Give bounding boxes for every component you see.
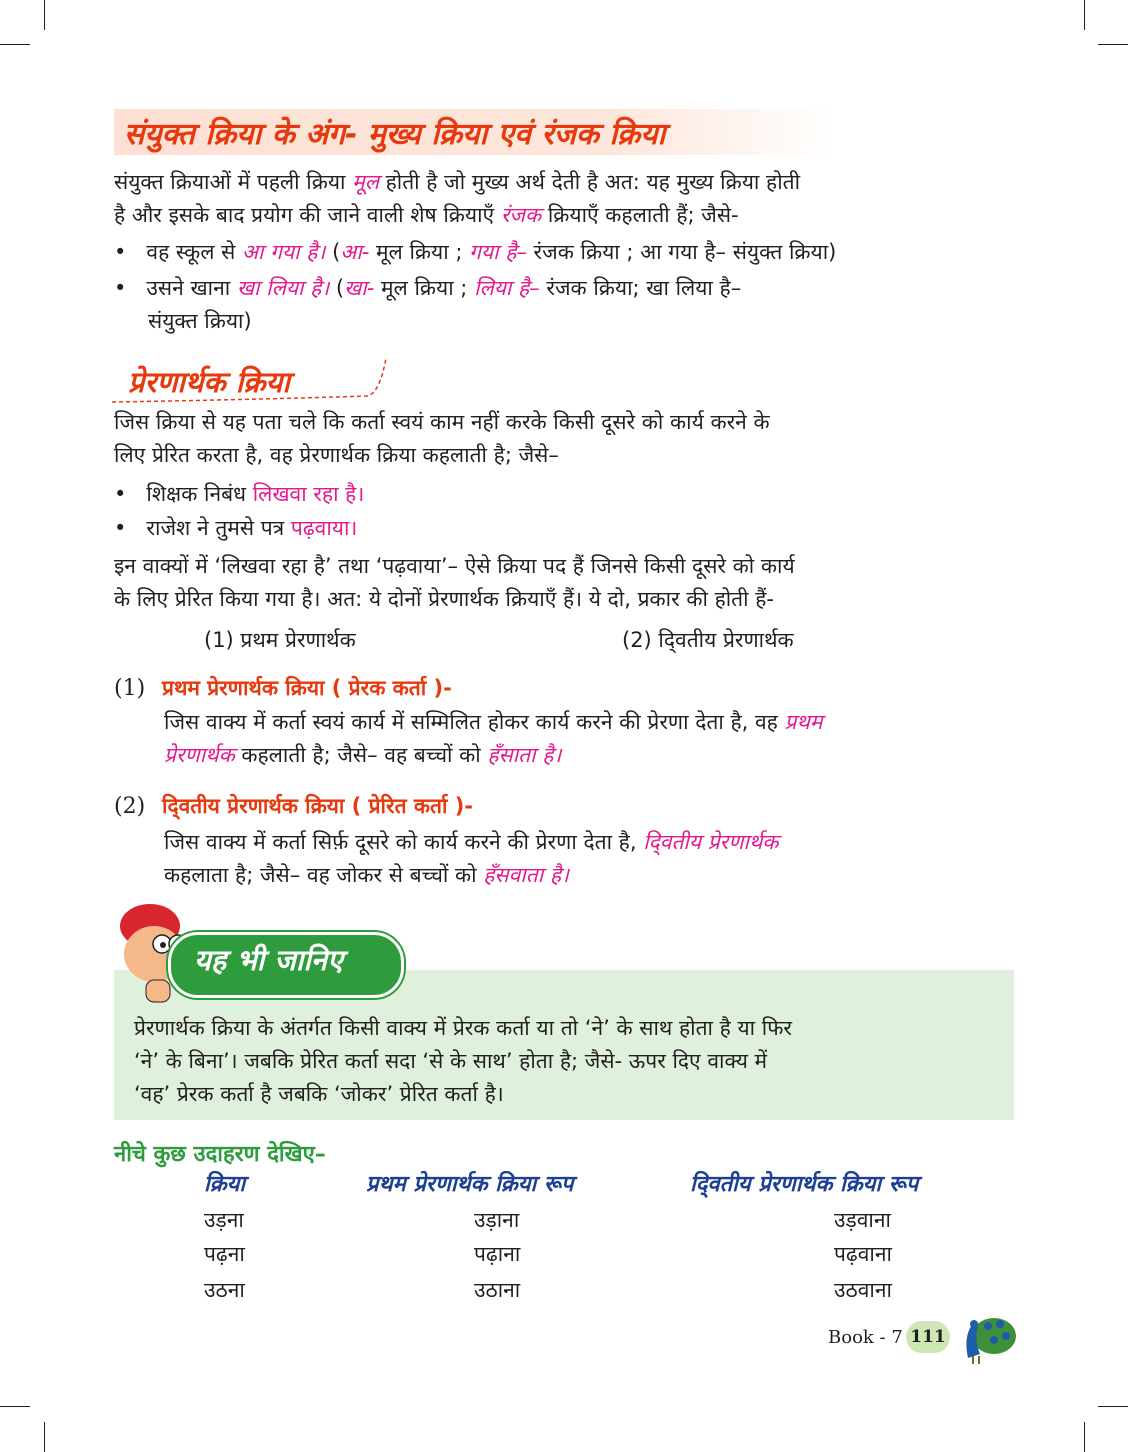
table-header: क्रिया bbox=[204, 1172, 246, 1197]
paragraph: इन वाक्यों में ‘लिखवा रहा है’ तथा ‘पढ़वाया’– ऐसे क्रिया पद हैं जिनसे किसी दूसरे को कार्य के लिए प्रेरित किया गया है। अत: ये दोनों प्रेरणार्थक क्रियाएँ हैं। ये दो, प्रकार की होती हैं- bbox=[114, 554, 795, 611]
examples-label: नीचे कुछ उदाहरण देखिए– bbox=[114, 1142, 326, 1167]
crop-mark bbox=[1084, 1422, 1085, 1452]
crop-mark bbox=[1084, 0, 1085, 30]
page-number: 111 bbox=[906, 1321, 950, 1353]
crop-mark bbox=[1098, 1406, 1128, 1407]
crop-mark bbox=[0, 44, 30, 45]
table-cell: उड़ाना bbox=[474, 1208, 520, 1232]
crop-mark bbox=[1098, 44, 1128, 45]
table-cell: पढ़ाना bbox=[474, 1242, 521, 1266]
list-item: • राजेश ने तुमसे पत्र पढ़वाया। bbox=[114, 516, 358, 540]
table-cell: उठाना bbox=[474, 1278, 521, 1302]
heading-underline bbox=[110, 352, 390, 412]
table-cell: उठना bbox=[204, 1278, 245, 1302]
peacock-icon bbox=[954, 1310, 1018, 1366]
table-header: द्‍वितीय प्रेरणार्थक क्रिया रूप bbox=[690, 1172, 919, 1197]
table-cell: पढ़ना bbox=[204, 1242, 245, 1266]
crop-mark bbox=[44, 1422, 45, 1452]
section-number: (2) bbox=[114, 794, 146, 819]
paragraph: जिस वाक्य में कर्ता सिर्फ़ दूसरे को कार्य करने की प्रेरणा देता है, द्‍वितीय प्रेरणार्थक कहलाता है; जैसे– वह जोकर से बच्चों को हँसवाता है। bbox=[164, 830, 779, 887]
paragraph: जिस वाक्य में कर्ता स्वयं कार्य में सम्मिलित होकर कार्य करने की प्रेरणा देता है, वह प्रथम प्रेरणार्थक कहलाती है; जैसे– वह बच्चों को हँसाता है। bbox=[164, 710, 823, 767]
info-box-text: प्रेरणार्थक क्रिया के अंतर्गत किसी वाक्य में प्रेरक कर्ता या तो ‘ने’ के साथ होता है या फिर ‘ने’ के बिना’। जबकि प्रेरित कर्ता सदा ‘से के साथ’ होता है; जैसे- ऊपर दिए वाक्य में ‘वह’ प्रेरक कर्ता है जबकि ‘जोकर’ प्रेरित कर्ता है। bbox=[134, 1016, 793, 1106]
table-cell: उड़वाना bbox=[834, 1208, 891, 1232]
crop-mark bbox=[44, 0, 45, 30]
table-cell: उठवाना bbox=[834, 1278, 892, 1302]
table-header: प्रथम प्रेरणार्थक क्रिया रूप bbox=[366, 1172, 574, 1197]
type-label: (1) प्रथम प्रेरणार्थक bbox=[204, 628, 356, 652]
book-label: Book - 7 bbox=[828, 1327, 903, 1348]
subsection-title: द्‍वितीय प्रेरणार्थक क्रिया ( प्रेरित कर्ता )- bbox=[162, 794, 474, 818]
table-cell: उड़ना bbox=[204, 1208, 244, 1232]
list-item: • वह स्कूल से आ गया है। (आ- मूल क्रिया ; गया है– रंजक क्रिया ; आ गया है– संयुक्त क्रिया) bbox=[114, 240, 837, 264]
section-heading: संयुक्त क्रिया के अंग- मुख्य क्रिया एवं रंजक क्रिया bbox=[124, 117, 666, 152]
table-cell: पढ़वाना bbox=[834, 1242, 892, 1266]
section-number: (1) bbox=[114, 676, 146, 701]
info-box-title: यह भी जानिए bbox=[194, 943, 343, 977]
list-item: • शिक्षक निबंध लिखवा रहा है। bbox=[114, 482, 365, 506]
subsection-title: प्रथम प्रेरणार्थक क्रिया ( प्रेरक कर्ता )- bbox=[162, 676, 452, 700]
list-item: • उसने खाना खा लिया है। (खा- मूल क्रिया ; लिया है– रंजक क्रिया; खा लिया है– संयुक्त क्रिया) bbox=[114, 276, 742, 333]
paragraph: संयुक्त क्रियाओं में पहली क्रिया मूल होती है जो मुख्य अर्थ देती है अत: यह मुख्य क्रिया होती है और इसके बाद प्रयोग की जाने वाली शेष क्रियाएँ रंजक क्रियाएँ कहलाती हैं; जैसे- bbox=[114, 170, 801, 227]
type-label: (2) द्‍वितीय प्रेरणार्थक bbox=[622, 628, 794, 652]
paragraph: जिस क्रिया से यह पता चले कि कर्ता स्वयं काम नहीं करके किसी दूसरे को कार्य करने के लिए प्रेरित करता है, वह प्रेरणार्थक क्रिया कहलाती है; जैसे– bbox=[114, 410, 770, 467]
crop-mark bbox=[0, 1406, 30, 1407]
section-heading: प्रेरणार्थक क्रिया bbox=[128, 365, 290, 399]
